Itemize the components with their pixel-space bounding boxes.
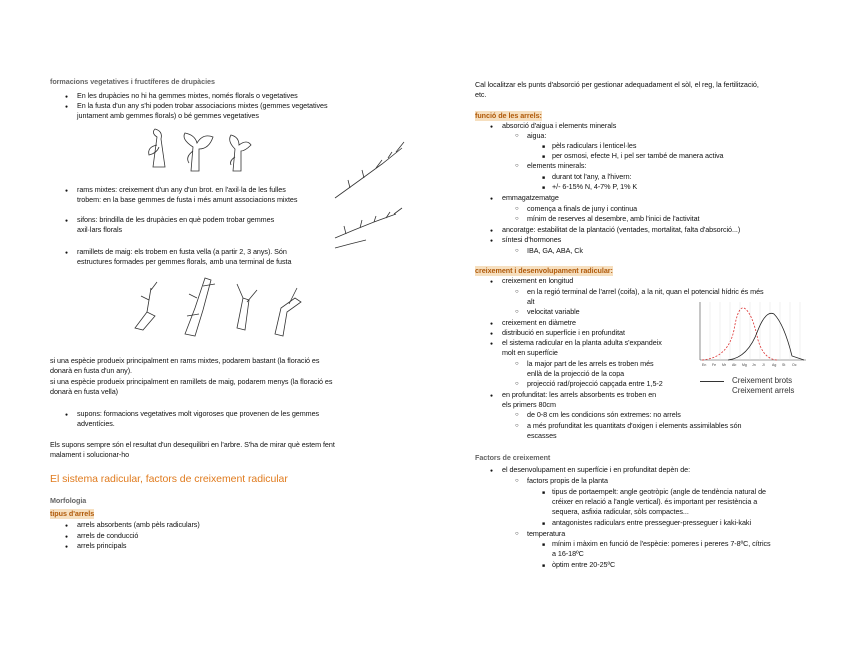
list-item: ● el sistema radicular en la planta adulta s'expandeix [502, 338, 662, 348]
list-item: ● absorció d'aigua i elements minerals [502, 121, 616, 131]
paragraph-line: etc. [475, 90, 487, 99]
svg-text:En: En [702, 363, 707, 367]
list-item: ● distribució en superfície i en profunditat [502, 328, 625, 338]
shoots-curve [728, 313, 804, 360]
list-item: ● creixement en longitud [502, 276, 573, 286]
list-item-cont: molt en superfície [502, 348, 558, 357]
list-item-cont: estructures formades per gemmes florals, amb una terminal de fusta [77, 257, 292, 266]
list-item: ○ projecció rad/projecció capçada entre 1,5-2 [527, 379, 663, 389]
list-item-cont: els primers 80cm [502, 400, 556, 409]
paragraph-line: Els supons sempre són el resultat d'un desequilibri en l'arbre. S'ha de mirar què estem fent [50, 440, 335, 449]
subsection-heading: Morfologia [50, 496, 87, 505]
paragraph-line: donarà en fusta vella) [50, 387, 119, 396]
list-item: ● en profunditat: les arrels absorbents es troben en [502, 390, 656, 400]
list-item-cont: juntament amb gemmes florals) o bé gemmes vegetatives [77, 111, 259, 120]
legend-shoots: Creixement brots [732, 376, 793, 385]
svg-text:Oc: Oc [792, 363, 797, 367]
list-item: ○ elements minerals: [527, 161, 586, 171]
svg-text:Ag: Ag [772, 363, 777, 367]
legend-roots: Creixement arrels [732, 386, 795, 395]
highlight-heading: creixement i desenvolupament radicular: [475, 266, 613, 275]
list-item-cont: adventícies. [77, 419, 115, 428]
list-item: ■ tipus de portaempelt: angle geotròpic (angle de tendència natural de [552, 487, 766, 497]
growth-chart [688, 300, 808, 370]
list-item: ● síntesi d'hormones [502, 235, 561, 245]
paragraph-line: Cal localitzar els punts d'absorció per gestionar adequadament el sòl, el reg, la fertilització, [475, 80, 759, 89]
svg-text:Jn: Jn [752, 363, 756, 367]
list-item: ● rams mixtes: creixement d'un any d'un brot. en l'axil·la de les fulles [77, 185, 286, 195]
paragraph-line: malament i solucionar-ho [50, 450, 130, 459]
list-item: ■ òptim entre 20-25ºC [552, 560, 615, 570]
list-item: ● supons: formacions vegetatives molt vigoroses que provenen de les gemmes [77, 409, 319, 419]
list-item-cont: escasses [527, 431, 557, 440]
legend-line-shoots [700, 381, 724, 382]
list-item: ○ comença a finals de juny i continua [527, 204, 637, 214]
list-item: ○ la major part de les arrels es troben més [527, 359, 654, 369]
paragraph-line: si una espècie produeix principalment en ramillets de maig, podarem menys (la floració es [50, 377, 333, 386]
list-item: ● emmagatzematge [502, 193, 559, 203]
paragraph-line: donarà en fusta d'un any). [50, 366, 132, 375]
svg-text:Jl: Jl [762, 363, 765, 367]
branch-illustration [330, 130, 410, 250]
list-item: ■ pèls radiculars i lenticel·les [552, 141, 636, 151]
section-heading: El sistema radicular, factors de creixement radicular [50, 473, 288, 485]
list-item: ■ mínim i màxim en funció de l'espècie: pomeres i pereres 7-8ºC, cítrics [552, 539, 771, 549]
paragraph-line: si una espècie produeix principalment en rams mixtes, podarem bastant (la floració es [50, 356, 320, 365]
highlight-heading: tipus d'arrels [50, 509, 95, 518]
list-item: ○ de 0-8 cm les condicions són extremes: no arrels [527, 410, 681, 420]
list-item-cont: a 16-18ºC [552, 549, 584, 558]
list-item: ● En la fusta d'un any s'hi poden trobar associacions mixtes (gemmes vegetatives [77, 101, 328, 111]
section-subtitle: formacions vegetatives i fructíferes de drupàcies [50, 77, 215, 86]
list-item: ○ IBA, GA, ABA, Ck [527, 246, 583, 256]
svg-text:Mr: Mr [722, 363, 727, 367]
svg-text:St: St [782, 363, 786, 367]
svg-text:Ab: Ab [732, 363, 737, 367]
highlight-heading: funció de les arrels: [475, 111, 542, 120]
list-item-cont: alt [527, 297, 535, 306]
list-item: ● arrels principals [77, 541, 126, 551]
bud-illustration [145, 127, 260, 173]
list-item: ● ancoratge: estabilitat de la plantació (ventades, mortalitat, falta d'absorció...) [502, 225, 740, 235]
list-item: ○ velocitat variable [527, 307, 580, 317]
list-item: ○ factors propis de la planta [527, 476, 608, 486]
list-item: ● arrels absorbents (amb pèls radiculars) [77, 520, 200, 530]
list-item: ● En les drupàcies no hi ha gemmes mixtes, només florals o vegetatives [77, 91, 298, 101]
list-item: ○ a més profunditat les quantitats d'oxigen i elements assimilables són [527, 421, 741, 431]
list-item: ○ aigua: [527, 131, 546, 141]
list-item: ■ antagonistes radiculars entre presseguer-presseguer i kaki-kaki [552, 518, 751, 528]
svg-text:Mg: Mg [742, 363, 747, 367]
list-item: ○ temperatura [527, 529, 565, 539]
list-item: ● creixement en diàmetre [502, 318, 576, 328]
list-item: ○ en la regió terminal de l'arrel (coifa), a la nit, quan el potencial hídric és més [527, 287, 764, 297]
list-item: ● el desenvolupament en superfície i en profunditat depèn de: [502, 465, 690, 475]
list-item-cont: sequera, asfixia radicular, sòls compactes... [552, 507, 689, 516]
list-item: ● ramillets de maig: els trobem en fusta vella (a partir 2, 3 anys). Són [77, 247, 287, 257]
list-item-cont: créixer en relació a l'angle vertical). és important per resistència a [552, 497, 758, 506]
svg-text:Fe: Fe [712, 363, 717, 367]
list-item: ● sifons: brindilla de les drupàcies en què podem trobar gemmes [77, 215, 274, 225]
list-item: ■ +/- 6-15% N, 4-7% P, 1% K [552, 182, 637, 192]
subsection-heading: Factors de creixement [475, 453, 551, 462]
list-item: ○ mínim de reserves al desembre, amb l'inici de l'activitat [527, 214, 699, 224]
list-item: ● arrels de conducció [77, 531, 138, 541]
list-item: ■ per osmosi, efecte H, i pel ser també de manera activa [552, 151, 723, 161]
list-item-cont: enllà de la projecció de la copa [527, 369, 625, 378]
ramillets-illustration [125, 268, 310, 340]
list-item-cont: trobem: en la base gemmes de fusta i més amunt associacions mixtes [77, 195, 298, 204]
list-item: ■ durant tot l'any, a l'hivern: [552, 172, 631, 182]
list-item-cont: axil·lars florals [77, 225, 123, 234]
